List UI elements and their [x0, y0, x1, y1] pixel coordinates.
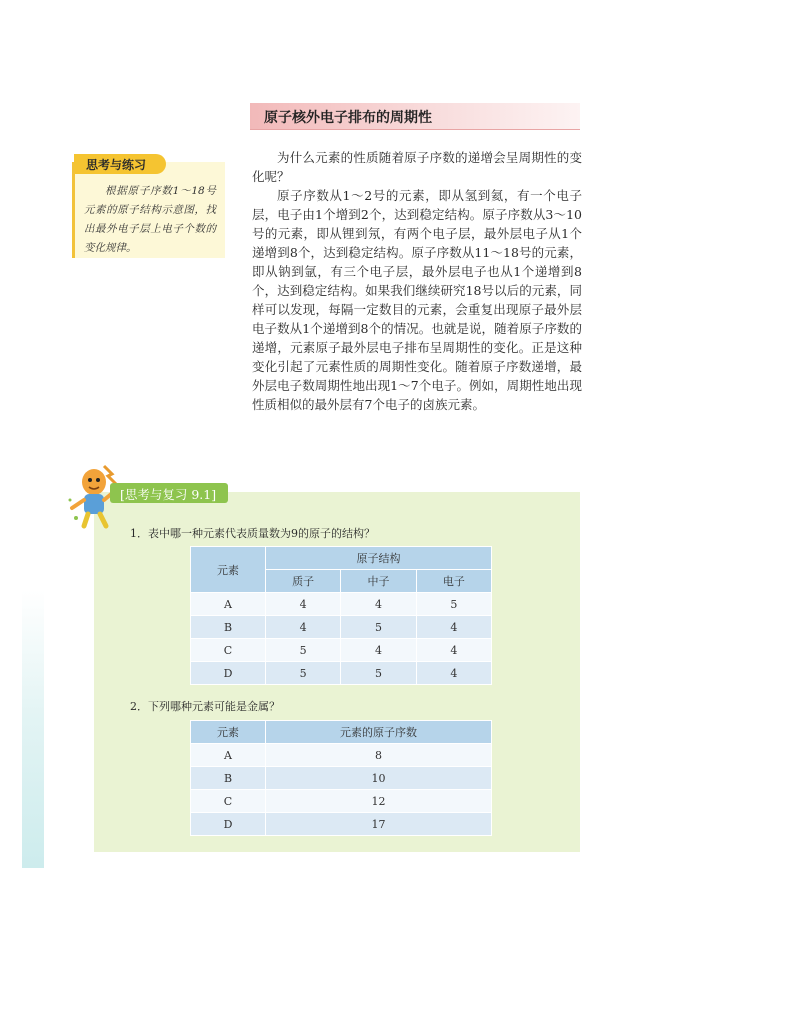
table-cell: B [191, 616, 266, 639]
table-cell: D [191, 662, 266, 685]
table-cell: A [191, 593, 266, 616]
table-cell: 5 [416, 593, 491, 616]
table-cell: 8 [266, 744, 492, 767]
atomic-structure-table [190, 546, 492, 685]
header-proton: 质子 [266, 570, 341, 593]
sidebar-note-label [74, 154, 166, 174]
atomic-number-table [190, 720, 492, 836]
table-cell: A [191, 744, 266, 767]
table-row [191, 639, 492, 662]
table-cell: 5 [266, 662, 341, 685]
sidebar-note-text: 根据原子序数1～18号元素的原子结构示意图，找出最外电子层上电子个数的变化规律。 [84, 185, 216, 254]
table-row [191, 744, 492, 767]
table-cell: 12 [266, 790, 492, 813]
table-row [191, 616, 492, 639]
table-cell: 4 [266, 616, 341, 639]
section-title-bar [250, 103, 580, 130]
body-paragraph-2: 原子序数从1～2号的元素，即从氢到氦，有一个电子层，电子由1个增到2个，达到稳定结构。原子序数从3～10号的元素，即从锂到氖，有两个电子层，最外层电子从1个递增到8个，达到稳定结构。原子序数从11～18号的元素，即从钠到氩，有三个电子层，最外层电子也从1个递增到8个，达到稳定结构。如果我们继续研究18号以后的元素，同样可以发现，每隔一定数目的元素，会重复出现原子最外层电子数从1个递增到8个的情况。也就是说，随着原子序数的递增，元素原子最外层电子排布呈周期性的变化。正是这种变化引起了元素性质的周期性变化。随着原子序数递增，最外层电子数周期性地出现1～7个电子。例如，周期性地出现性质相似的最外层有7个电子的卤族元素。 [252, 188, 582, 412]
left-decorative-strip [22, 590, 44, 868]
table-header-row [191, 721, 492, 744]
question-1: 1．表中哪一种元素代表质量数为9的原子的结构？ [130, 527, 375, 540]
review-title-tag [110, 483, 228, 503]
table-cell: 4 [416, 662, 491, 685]
table-row [191, 662, 492, 685]
review-title: [思考与复习 9.1] [120, 487, 217, 502]
table-row [191, 593, 492, 616]
header-electron: 电子 [416, 570, 491, 593]
table-cell: C [191, 639, 266, 662]
sidebar-note-label-text: 思考与练习 [86, 158, 147, 172]
table-row [191, 813, 492, 836]
header-atomic-number: 元素的原子序数 [266, 721, 492, 744]
table-cell: 5 [341, 662, 416, 685]
table-row [191, 767, 492, 790]
table-cell: 10 [266, 767, 492, 790]
header-element: 元素 [191, 721, 266, 744]
table-cell: 5 [341, 616, 416, 639]
header-atomic-structure: 原子结构 [266, 547, 492, 570]
table-row [191, 790, 492, 813]
table-header-row [191, 547, 492, 570]
table-cell: 4 [341, 639, 416, 662]
section-title: 原子核外电子排布的周期性 [264, 110, 432, 126]
header-element: 元素 [191, 547, 266, 593]
table-cell: 5 [266, 639, 341, 662]
question-2: 2．下列哪种元素可能是金属？ [130, 700, 280, 713]
table-cell: B [191, 767, 266, 790]
table-cell: 4 [266, 593, 341, 616]
table-cell: D [191, 813, 266, 836]
table-cell: 4 [416, 616, 491, 639]
table-cell: 4 [416, 639, 491, 662]
table-cell: 17 [266, 813, 492, 836]
header-neutron: 中子 [341, 570, 416, 593]
table-cell: C [191, 790, 266, 813]
body-paragraph-1: 为什么元素的性质随着原子序数的递增会呈周期性的变化呢？ [252, 150, 582, 184]
table-cell: 4 [341, 593, 416, 616]
main-body-text [252, 148, 582, 414]
